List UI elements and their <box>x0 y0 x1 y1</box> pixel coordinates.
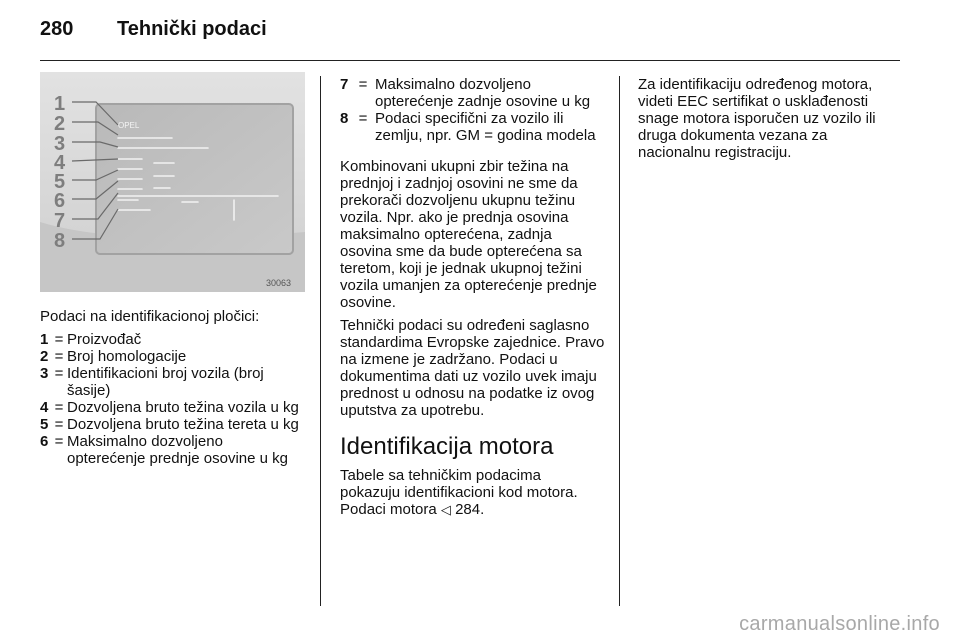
plate-intro-text: Podaci na identifikacionoj pločici: <box>40 308 260 325</box>
identification-plate-figure <box>40 72 305 292</box>
callout-number: 4 <box>54 152 66 174</box>
watermark: carmanualsonline.info <box>739 613 940 635</box>
list-item: 1 = Proizvođač <box>40 331 142 348</box>
plate-legend-list-continued <box>340 76 605 144</box>
engine-certificate-paragraph: Za identifikaciju određenog motora, videti EEC sertifikat o usklađenosti snage motora isporučen uz vozilo ili druga dokumenta vezana za nacionalnu registraciju. <box>638 76 876 161</box>
column-2 <box>340 76 605 524</box>
column-divider-1 <box>320 76 321 606</box>
plate-legend-list <box>40 331 305 467</box>
header-rule <box>40 60 900 61</box>
plate-brand: OPEL <box>118 121 140 130</box>
engine-identification-paragraph: Tabele sa tehničkim podacima pokazuju identifikacioni kod motora. Podaci motora ◁ 284. <box>340 467 578 518</box>
callout-number: 6 <box>54 190 66 212</box>
list-item: 7 = Maksimalno dozvoljeno opterećenje zadnje osovine u kg <box>340 76 591 110</box>
figure-id: 30063 <box>266 278 292 288</box>
page-reference-arrow-icon: ◁ <box>440 502 451 517</box>
callout-number: 7 <box>54 210 66 232</box>
axle-weight-paragraph: Kombinovani ukupni zbir težina na prednjoj i zadnjoj osovini ne sme da prekorači dozvoljenu ukupnu težinu vozila. Npr. ako je prednja osovina maksimalno opterećena, zadnja osovina sme da bude opterećena sa teretom, koji je jednak ukupnoj težini vozila umanjen za opterećenje prednje osovine. <box>340 158 597 311</box>
callout-number: 2 <box>54 113 66 135</box>
callout-number: 8 <box>54 230 66 252</box>
column-1 <box>40 72 305 467</box>
engine-identification-heading: Identifikacija motora <box>340 433 554 460</box>
page-number: 280 <box>40 18 74 40</box>
list-item: 4 = Dozvoljena bruto težina vozila u kg <box>40 399 299 416</box>
identification-plate-image <box>40 72 305 292</box>
list-item: 3 = Identifikacioni broj vozila (broj šasije) <box>40 365 264 399</box>
page-title: Tehnički podaci <box>117 18 267 40</box>
list-item: 6 = Maksimalno dozvoljeno opterećenje prednje osovine u kg <box>40 433 288 467</box>
callout-number: 5 <box>54 171 66 193</box>
engine-data-page-link[interactable]: 284. <box>455 501 485 518</box>
column-divider-2 <box>619 76 620 606</box>
standards-paragraph: Tehnički podaci su određeni saglasno standardima Evropske zajednice. Pravo na izmene je zadržano. Podaci u dokumentima dati uz vozilo uvek imaju prednost u odnosu na podatke iz ovog uputstva za upotrebu. <box>340 317 605 419</box>
callout-numbers <box>54 93 66 252</box>
list-item: 2 = Broj homologacije <box>40 348 187 365</box>
list-item: 8 = Podaci specifični za vozilo ili zemlju, npr. GM = godina modela <box>340 110 596 144</box>
callout-number: 1 <box>54 93 66 115</box>
list-item: 5 = Dozvoljena bruto težina tereta u kg <box>40 416 299 433</box>
column-3 <box>638 76 903 167</box>
callout-number: 3 <box>54 133 66 155</box>
